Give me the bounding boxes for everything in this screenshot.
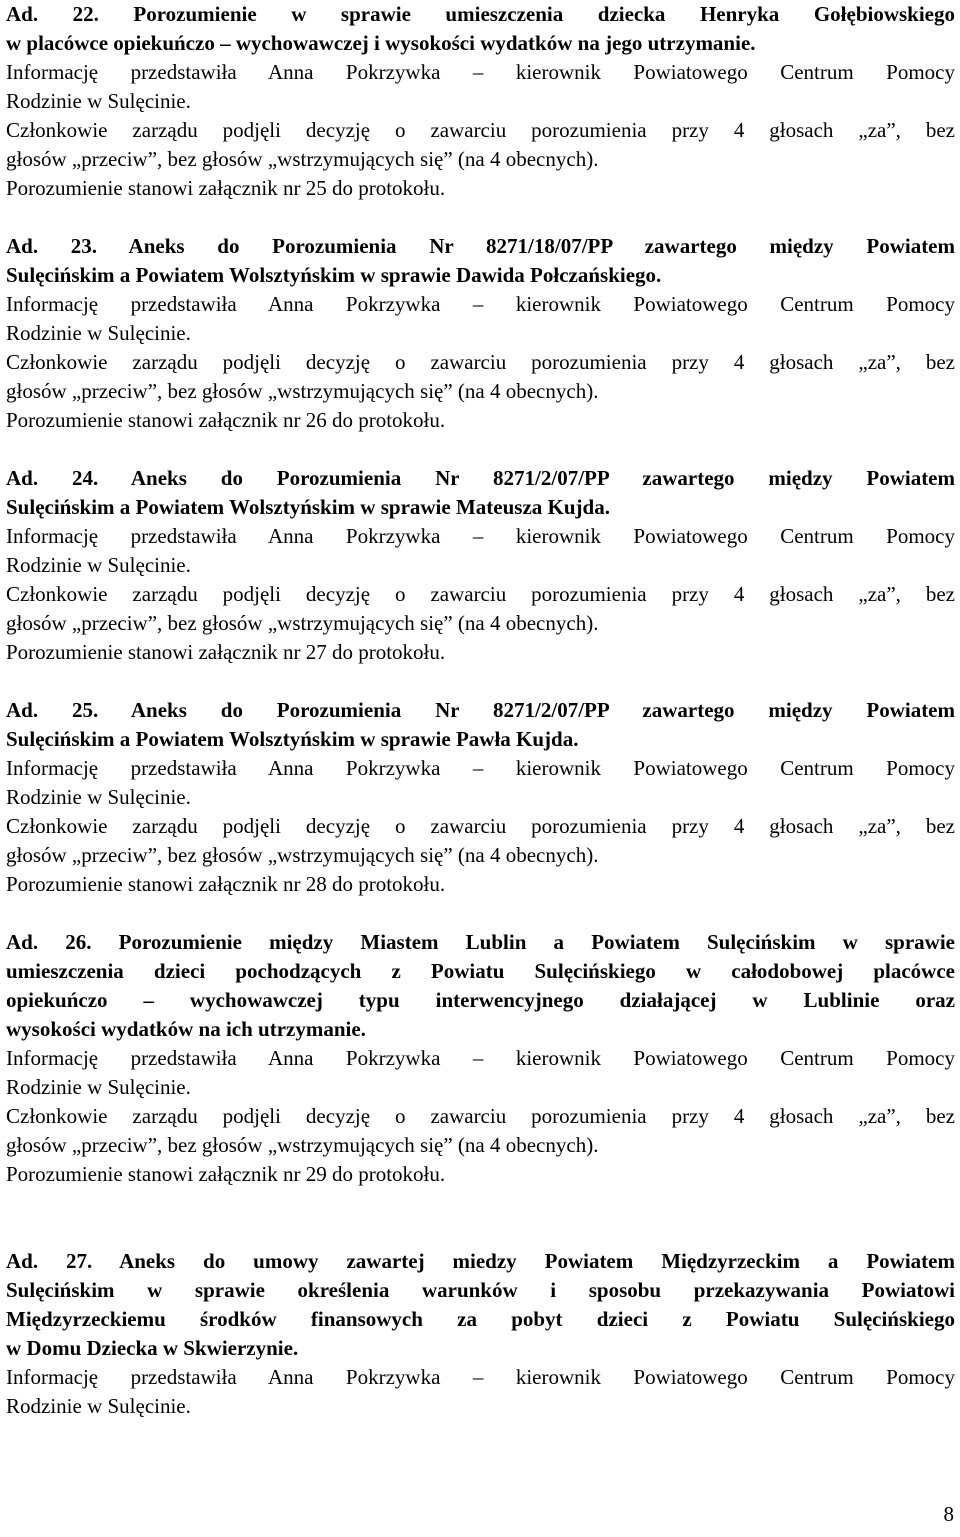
agenda-item-title-line: umieszczenia dzieci pochodzących z Powiatu Sulęcińskiego w całodobowej placówce (6, 959, 955, 983)
page-number: 8 (943, 1502, 954, 1526)
agenda-item-title-line: Ad. 22. Porozumienie w sprawie umieszczenia dziecka Henryka Gołębiowskiego (6, 2, 955, 26)
agenda-item-title-line: wysokości wydatków na ich utrzymanie. (6, 1017, 366, 1041)
section-spacer (6, 667, 955, 696)
agenda-item-title-line: Ad. 23. Aneks do Porozumienia Nr 8271/18/07/PP zawartego między Powiatem (6, 234, 955, 258)
vote-line: Członkowie zarządu podjęli decyzję o zawarciu porozumienia przy 4 głosach „za”, bez (6, 1104, 955, 1128)
information-line: Rodzinie w Sulęcinie. (6, 1075, 191, 1099)
vote-line: głosów „przeciw”, bez głosów „wstrzymujących się” (na 4 obecnych). (6, 379, 599, 403)
information-line: Rodzinie w Sulęcinie. (6, 89, 191, 113)
agenda-item-title-line: Ad. 27. Aneks do umowy zawartej miedzy Powiatem Międzyrzeckim a Powiatem (6, 1249, 955, 1273)
vote-line: głosów „przeciw”, bez głosów „wstrzymujących się” (na 4 obecnych). (6, 611, 599, 635)
vote-line: Członkowie zarządu podjęli decyzję o zawarciu porozumienia przy 4 głosach „za”, bez (6, 350, 955, 374)
section-spacer (6, 435, 955, 464)
information-line: Rodzinie w Sulęcinie. (6, 1394, 191, 1418)
information-line: Informację przedstawiła Anna Pokrzywka – kierownik Powiatowego Centrum Pomocy (6, 756, 955, 780)
agenda-item-title-line: Sulęcińskim a Powiatem Wolsztyńskim w sprawie Mateusza Kujda. (6, 495, 610, 519)
information-line: Informację przedstawiła Anna Pokrzywka – kierownik Powiatowego Centrum Pomocy (6, 292, 955, 316)
vote-line: Członkowie zarządu podjęli decyzję o zawarciu porozumienia przy 4 głosach „za”, bez (6, 582, 955, 606)
vote-line: głosów „przeciw”, bez głosów „wstrzymujących się” (na 4 obecnych). (6, 843, 599, 867)
document-body (6, 0, 955, 1421)
agenda-item-title-line: opiekuńczo – wychowawczej typu interwencyjnego działającej w Lublinie oraz (6, 988, 955, 1012)
agenda-item-title-line: w placówce opiekuńczo – wychowawczej i wysokości wydatków na jego utrzymanie. (6, 31, 756, 55)
attachment-note: Porozumienie stanowi załącznik nr 25 do protokołu. (6, 176, 446, 200)
agenda-item-27 (6, 1247, 955, 1421)
vote-line: Członkowie zarządu podjęli decyzję o zawarciu porozumienia przy 4 głosach „za”, bez (6, 814, 955, 838)
section-spacer (6, 203, 955, 232)
information-line: Rodzinie w Sulęcinie. (6, 553, 191, 577)
information-line: Rodzinie w Sulęcinie. (6, 785, 191, 809)
agenda-item-26 (6, 928, 955, 1189)
attachment-note: Porozumienie stanowi załącznik nr 26 do protokołu. (6, 408, 446, 432)
vote-line: głosów „przeciw”, bez głosów „wstrzymujących się” (na 4 obecnych). (6, 1133, 599, 1157)
agenda-item-title-line: Ad. 25. Aneks do Porozumienia Nr 8271/2/07/PP zawartego między Powiatem (6, 698, 955, 722)
information-line: Rodzinie w Sulęcinie. (6, 321, 191, 345)
attachment-note: Porozumienie stanowi załącznik nr 29 do protokołu. (6, 1162, 446, 1186)
agenda-item-title-line: w Domu Dziecka w Skwierzynie. (6, 1336, 299, 1360)
vote-line: głosów „przeciw”, bez głosów „wstrzymujących się” (na 4 obecnych). (6, 147, 599, 171)
information-line: Informację przedstawiła Anna Pokrzywka – kierownik Powiatowego Centrum Pomocy (6, 524, 955, 548)
section-spacer (6, 899, 955, 928)
agenda-item-24 (6, 464, 955, 667)
section-spacer (6, 1189, 955, 1247)
information-line: Informację przedstawiła Anna Pokrzywka – kierownik Powiatowego Centrum Pomocy (6, 60, 955, 84)
attachment-note: Porozumienie stanowi załącznik nr 27 do protokołu. (6, 640, 446, 664)
agenda-item-title-line: Ad. 24. Aneks do Porozumienia Nr 8271/2/07/PP zawartego między Powiatem (6, 466, 955, 490)
agenda-item-22 (6, 0, 955, 203)
attachment-note: Porozumienie stanowi załącznik nr 28 do protokołu. (6, 872, 446, 896)
vote-line: Członkowie zarządu podjęli decyzję o zawarciu porozumienia przy 4 głosach „za”, bez (6, 118, 955, 142)
agenda-item-23 (6, 232, 955, 435)
agenda-item-title-line: Ad. 26. Porozumienie między Miastem Lublin a Powiatem Sulęcińskim w sprawie (6, 930, 955, 954)
agenda-item-title-line: Międzyrzeckiemu środków finansowych za pobyt dzieci z Powiatu Sulęcińskiego (6, 1307, 955, 1331)
agenda-item-title-line: Sulęcińskim w sprawie określenia warunków i sposobu przekazywania Powiatowi (6, 1278, 955, 1302)
agenda-item-title-line: Sulęcińskim a Powiatem Wolsztyńskim w sprawie Pawła Kujda. (6, 727, 579, 751)
information-line: Informację przedstawiła Anna Pokrzywka – kierownik Powiatowego Centrum Pomocy (6, 1046, 955, 1070)
agenda-item-25 (6, 696, 955, 899)
agenda-item-title-line: Sulęcińskim a Powiatem Wolsztyńskim w sprawie Dawida Połczańskiego. (6, 263, 662, 287)
information-line: Informację przedstawiła Anna Pokrzywka – kierownik Powiatowego Centrum Pomocy (6, 1365, 955, 1389)
